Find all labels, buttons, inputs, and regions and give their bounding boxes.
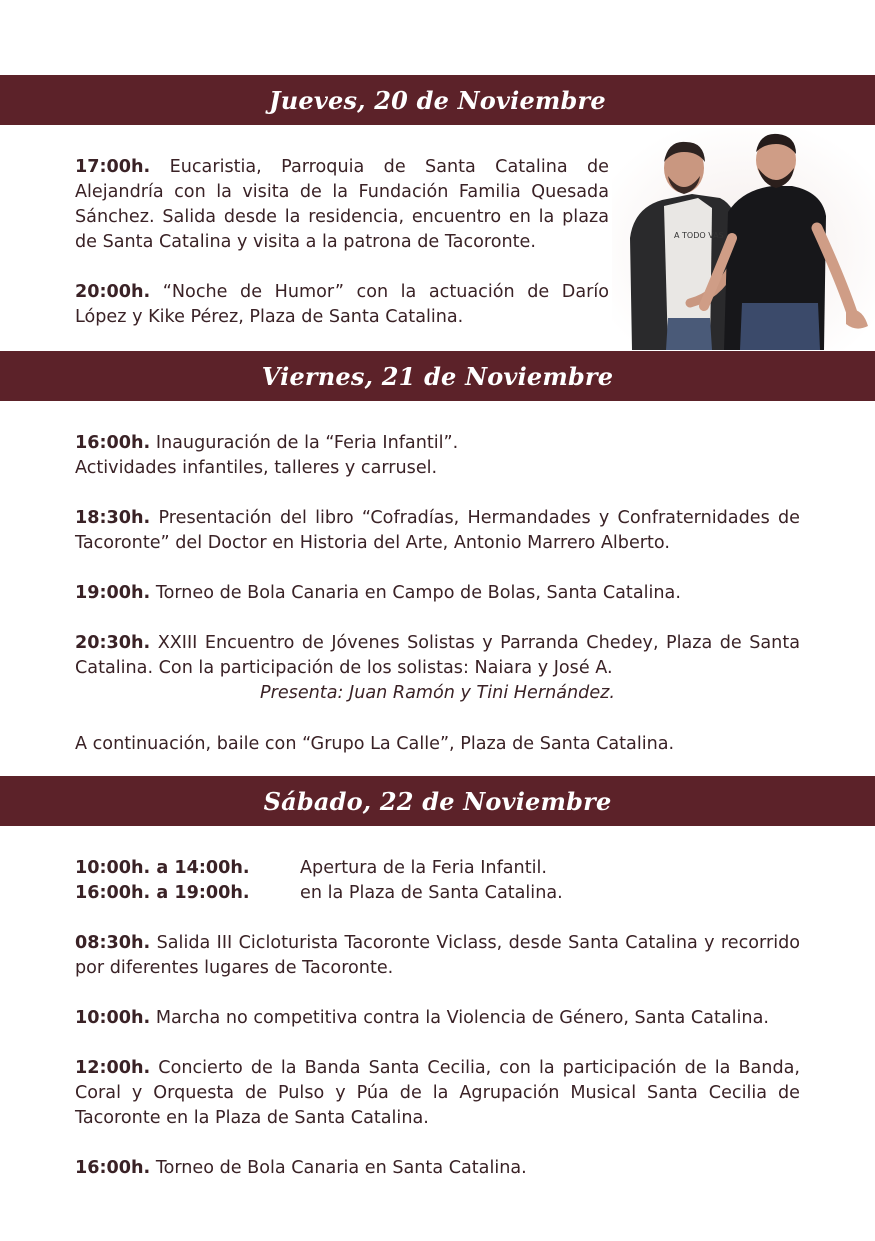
day-header-viernes bbox=[0, 351, 875, 401]
event-item bbox=[75, 280, 609, 330]
event-time: 08:30h. bbox=[75, 933, 151, 953]
day-header-jueves bbox=[0, 75, 875, 125]
event-item bbox=[75, 931, 800, 981]
event-presenter: Presenta: Juan Ramón y Tini Hernández. bbox=[260, 683, 615, 703]
schedule-text: Apertura de la Feria Infantil. bbox=[300, 858, 547, 878]
event-time: 20:30h. bbox=[75, 633, 151, 653]
event-item bbox=[75, 506, 800, 556]
schedule-row bbox=[75, 881, 563, 906]
event-time: 17:00h. bbox=[75, 157, 151, 177]
event-item bbox=[75, 1006, 800, 1031]
day-title: Viernes, 21 de Noviembre bbox=[261, 361, 614, 391]
day-title: Sábado, 22 de Noviembre bbox=[263, 786, 612, 816]
event-text: A continuación, baile con “Grupo La Calle”, Plaza de Santa Catalina. bbox=[75, 734, 675, 754]
day-header-sabado bbox=[0, 776, 875, 826]
event-time: 18:30h. bbox=[75, 508, 151, 528]
schedule-row bbox=[75, 856, 547, 881]
event-item bbox=[75, 732, 800, 757]
event-item bbox=[75, 1056, 800, 1131]
event-text: Inauguración de la “Feria Infantil”. bbox=[155, 433, 459, 453]
event-text: XXIII Encuentro de Jóvenes Solistas y Parranda Chedey, Plaza de Santa Catalina. Con la participación de los solistas: Naiara y José A. bbox=[75, 633, 800, 678]
comedians-photo bbox=[612, 128, 875, 350]
event-text: “Noche de Humor” con la actuación de Darío López y Kike Pérez, Plaza de Santa Catalina. bbox=[75, 282, 609, 327]
event-time: 20:00h. bbox=[75, 282, 151, 302]
event-time: 16:00h. bbox=[75, 1158, 151, 1178]
event-time: 19:00h. bbox=[75, 583, 151, 603]
event-item bbox=[75, 431, 800, 481]
day-title: Jueves, 20 de Noviembre bbox=[269, 85, 606, 115]
shirt-print: A TODO VAS bbox=[674, 231, 724, 240]
event-time: 16:00h. bbox=[75, 433, 151, 453]
event-item bbox=[75, 631, 800, 706]
event-item bbox=[75, 1156, 800, 1181]
event-text: Marcha no competitiva contra la Violencia de Género, Santa Catalina. bbox=[155, 1008, 769, 1028]
event-time: 12:00h. bbox=[75, 1058, 151, 1078]
event-time: 10:00h. bbox=[75, 1008, 151, 1028]
event-text: Torneo de Bola Canaria en Campo de Bolas, Santa Catalina. bbox=[155, 583, 681, 603]
event-text: Eucaristia, Parroquia de Santa Catalina de Alejandría con la visita de la Fundación Familia Quesada Sánchez. Salida desde la residencia, encuentro en la plaza de Santa Catalina y visita a la patrona de Tacoronte. bbox=[75, 157, 610, 252]
event-item bbox=[75, 581, 800, 606]
event-text: Concierto de la Banda Santa Cecilia, con la participación de la Banda, Coral y Orquesta de Pulso y Púa de la Agrupación Musical Santa Cecilia de Tacoronte en la Plaza de Santa Catalina. bbox=[75, 1058, 800, 1128]
event-text: Presentación del libro “Cofradías, Hermandades y Confraternidades de Tacoronte” del Doctor en Historia del Arte, Antonio Marrero Alberto. bbox=[75, 508, 800, 553]
schedule-time: 10:00h. a 14:00h. bbox=[75, 858, 250, 878]
event-item bbox=[75, 155, 609, 255]
schedule-text: en la Plaza de Santa Catalina. bbox=[300, 883, 563, 903]
event-text-line2: Actividades infantiles, talleres y carrusel. bbox=[75, 458, 438, 478]
event-text: Salida III Cicloturista Tacoronte Viclass, desde Santa Catalina y recorrido por diferentes lugares de Tacoronte. bbox=[75, 933, 801, 978]
schedule-time: 16:00h. a 19:00h. bbox=[75, 883, 250, 903]
event-text: Torneo de Bola Canaria en Santa Catalina. bbox=[155, 1158, 527, 1178]
